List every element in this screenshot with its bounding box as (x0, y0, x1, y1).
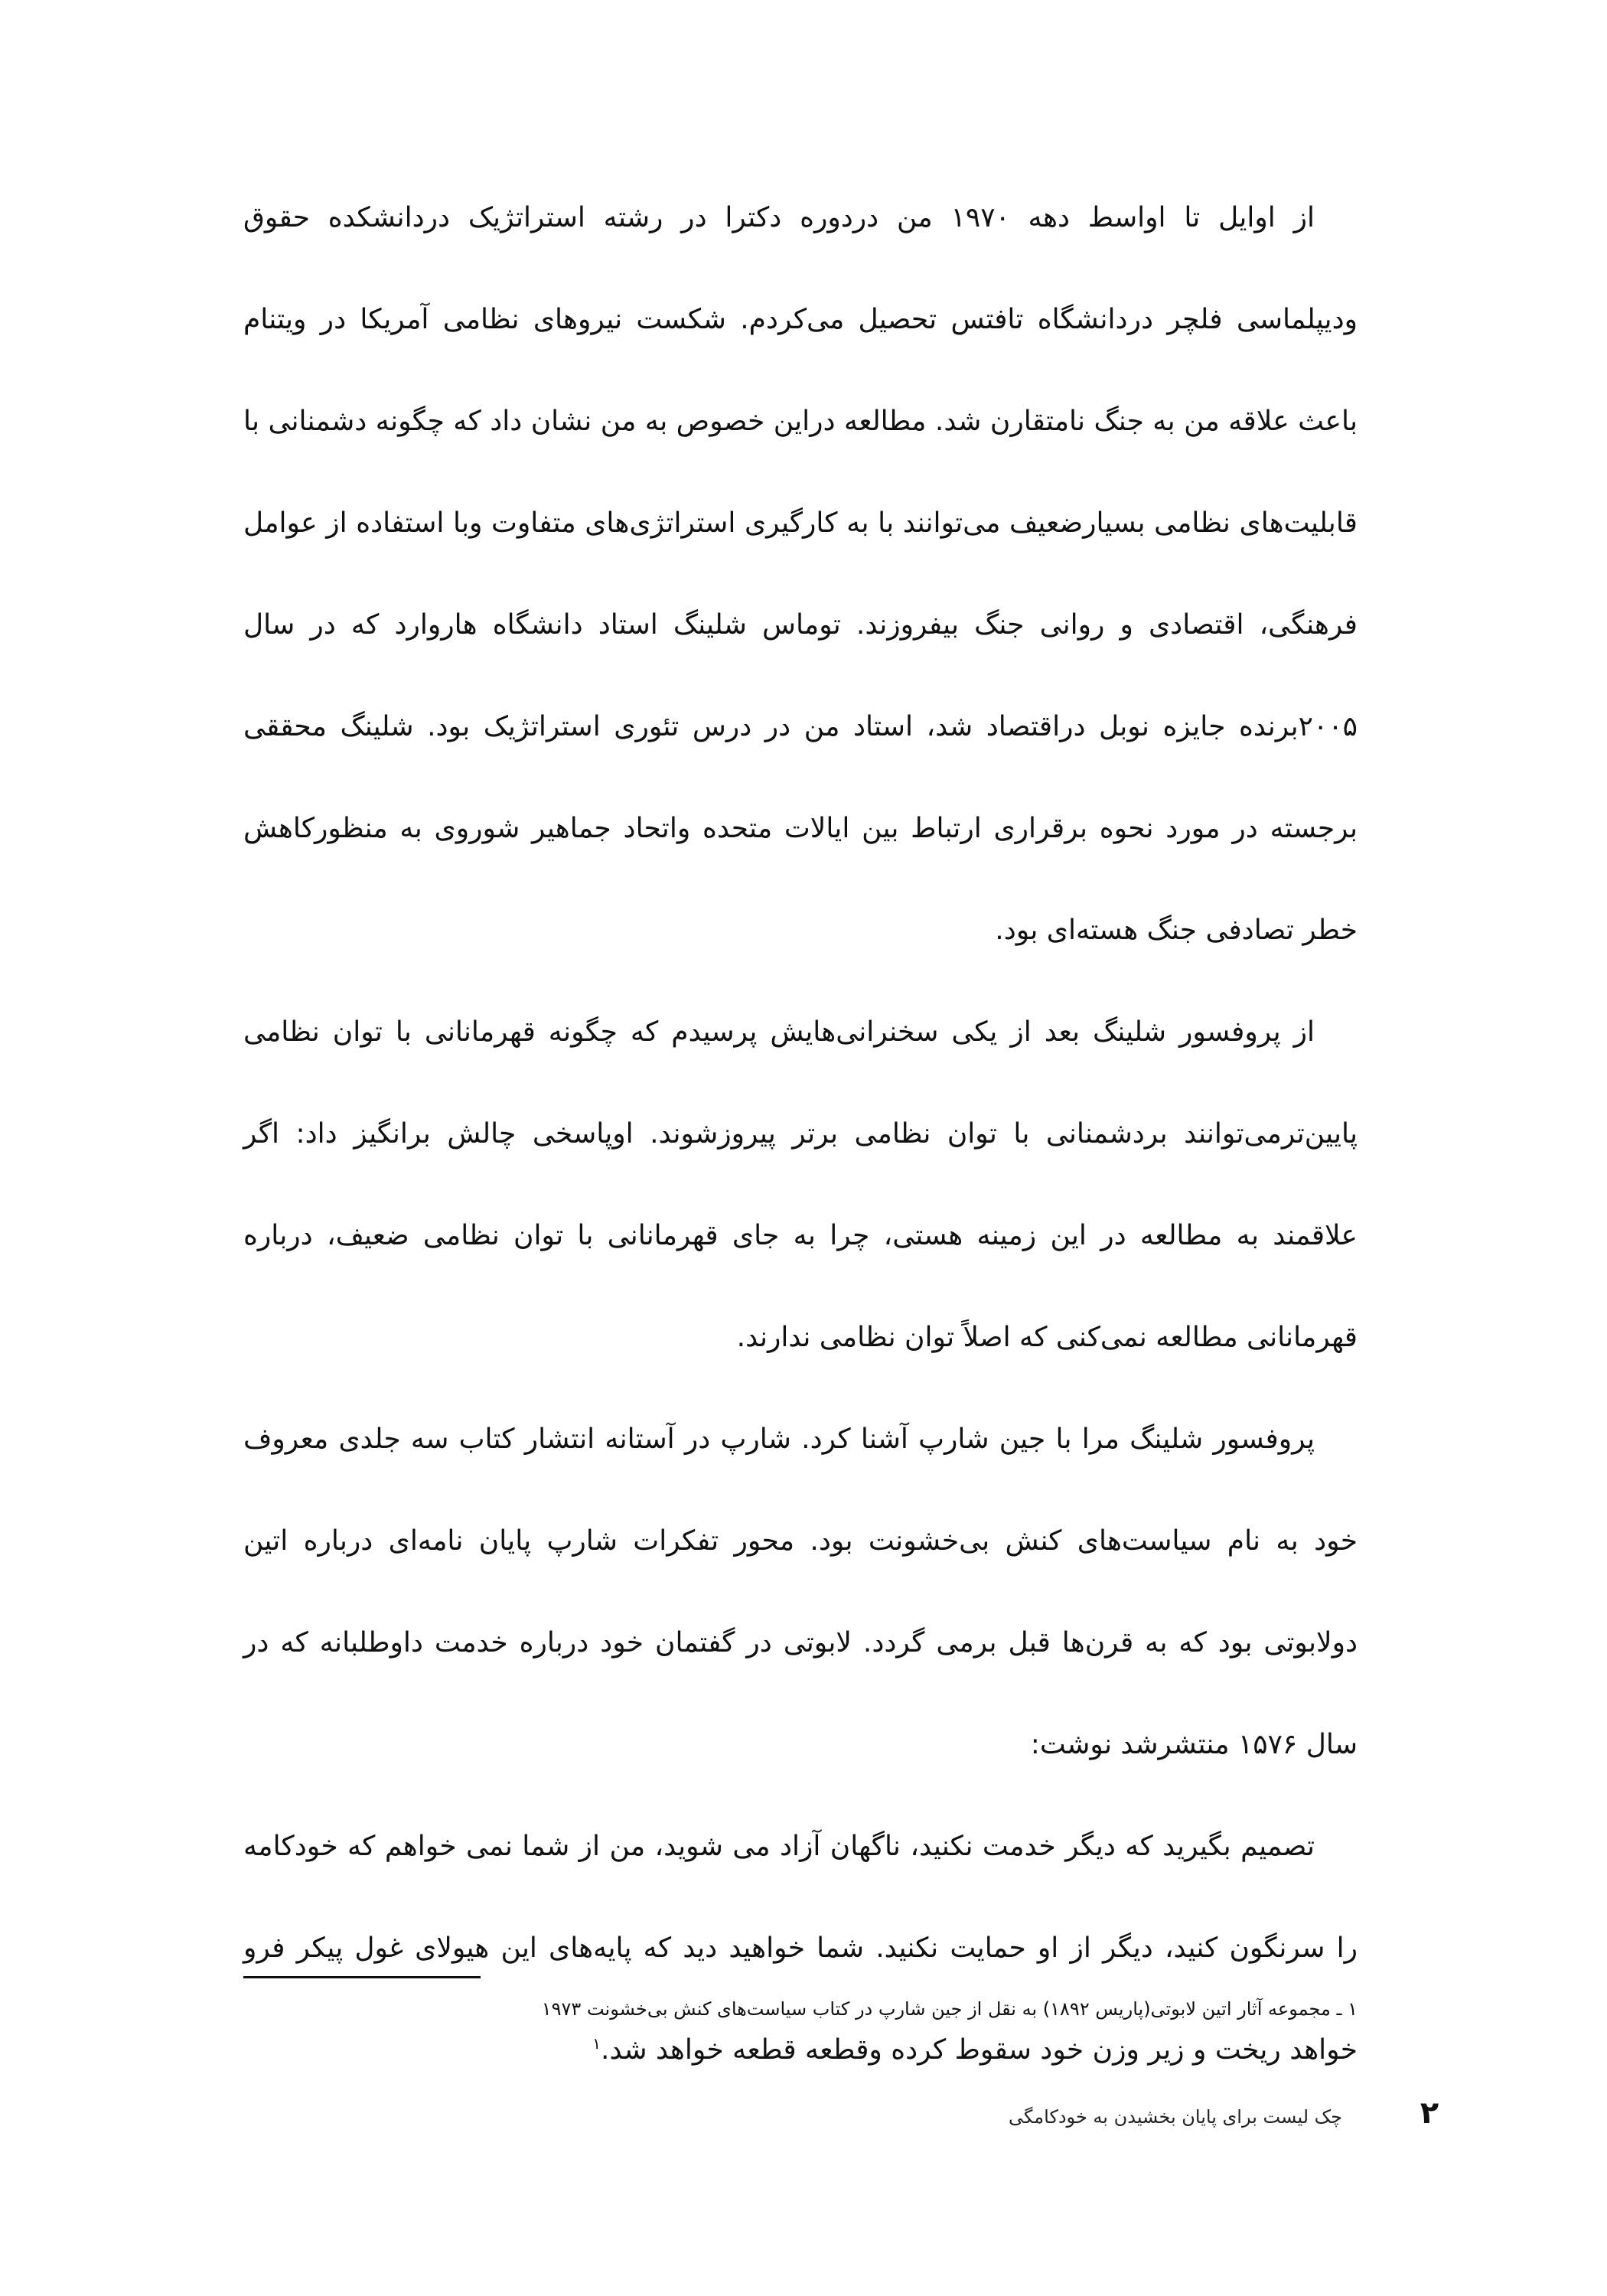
paragraph-4-text: تصمیم بگیرید که دیگر خدمت نکنید، ناگهان آزاد می شوید، من از شما نمی خواهم که خودکامه را سرنگون کنید، دیگر از او حمایت نکنید. شما خواهید دید که پایه‌های این هیولای غول پیکر فرو خواهد ریخت و زیر وزن خود سقوط کرده وقطعه قطعه خواهد شد. (243, 1831, 1358, 2066)
body-text (243, 167, 1358, 2101)
paragraph-2: از پروفسور شلینگ بعد از یکی سخنرانی‌هایش پرسیدم که چگونه قهرمانانی با توان نظامی پایین‌ترمی‌توانند بردشمنانی با توان نظامی برتر پیروزشوند. اوپاسخی چالش برانگیز داد: اگر علاقمند به مطالعه در این زمینه هستی، چرا به جای قهرمانانی با توان نظامی ضعیف، درباره قهرمانانی مطالعه نمی‌کنی که اصلاً توان نظامی ندارند. (243, 1016, 1358, 1353)
footnote: ۱ ـ مجموعه آثار اتین لابوتی(پاریس ۱۸۹۲) به نقل از جین شارپ در کتاب سیاست‌های کنش بی‌خشونت ۱۹۷۳ (541, 1998, 1358, 2020)
running-footer-title: چک لیست برای پایان بخشیدن به خودکامگی (1009, 2106, 1342, 2128)
paragraph-4 (243, 1795, 1358, 2101)
page-number: ۲ (1420, 2095, 1439, 2131)
footnote-reference: ۱ (592, 2034, 601, 2053)
footnote-separator (243, 1976, 481, 1978)
paragraph-3: پروفسور شلینگ مرا با جین شارپ آشنا کرد. شارپ در آستانه انتشار کتاب سه جلدی معروف خود به نام سیاست‌های کنش بی‌خشونت بود. محور تفکرات شارپ پایان نامه‌ای درباره اتین دولابوتی بود که به قرن‌ها قبل برمی گردد. لابوتی در گفتمان خود درباره خدمت داوطلبانه که در سال ۱۵۷۶ منتشرشد نوشت: (243, 1424, 1358, 1760)
paragraph-1: از اوایل تا اواسط دهه ۱۹۷۰ من دردوره دکترا در رشته استراتژیک دردانشکده حقوق ودیپلماسی فلچر دردانشگاه تافتس تحصیل می‌کردم. شکست نیروهای نظامی آمریکا در ویتنام باعث علاقه من به جنگ نامتقارن شد. مطالعه دراین خصوص به من نشان داد که چگونه دشمنانی با قابلیت‌های نظامی بسیارضعیف می‌توانند با به کارگیری استراتژی‌های متفاوت وبا استفاده از عوامل فرهنگی، اقتصادی و روانی جنگ بیفروزند. توماس شلینگ استاد دانشگاه هاروارد که در سال ۲۰۰۵برنده جایزه نوبل دراقتصاد شد، استاد من در درس تئوری استراتژیک بود. شلینگ محققی برجسته در مورد نحوه برقراری ارتباط بین ایالات متحده واتحاد جماهیر شوروی به منظورکاهش خطر تصادفی جنگ هسته‌ای بود. (243, 202, 1358, 946)
